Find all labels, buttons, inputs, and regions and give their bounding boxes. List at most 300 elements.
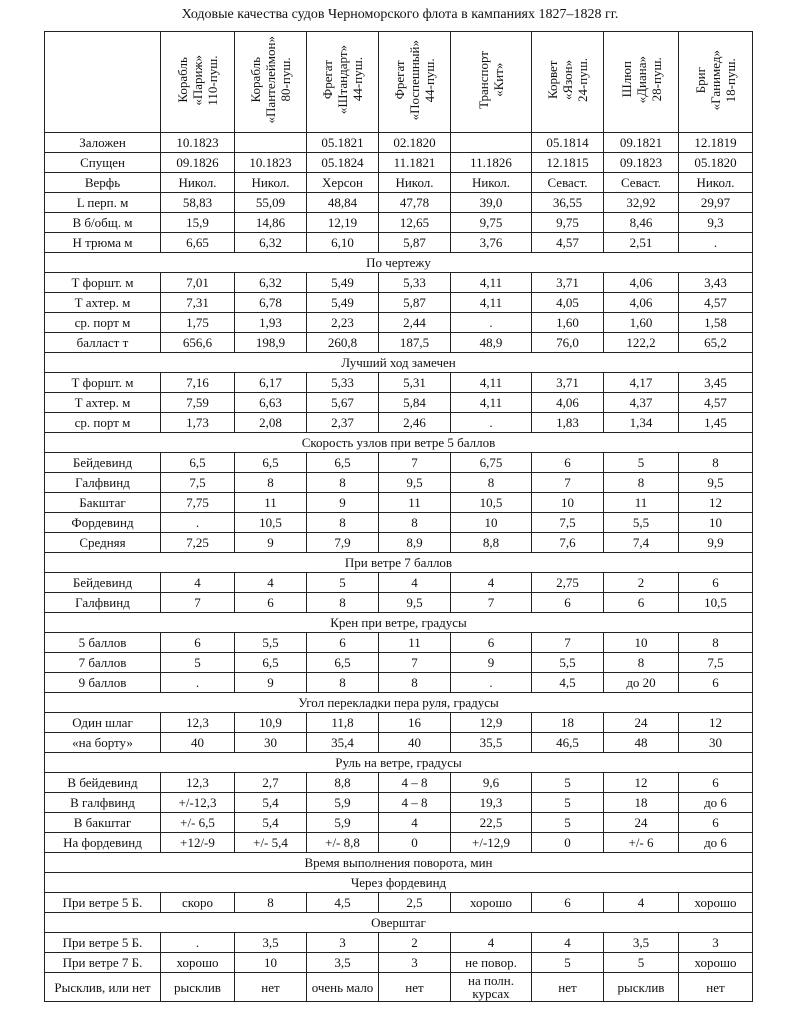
table-cell: 6,75 — [451, 453, 532, 473]
table-cell: 7 — [161, 593, 235, 613]
table-row — [45, 333, 753, 353]
table-cell: 7 — [532, 633, 604, 653]
table-cell: +/- 6,5 — [161, 813, 235, 833]
section-title: Скорость узлов при ветре 5 баллов — [45, 433, 753, 453]
table-cell: 8 — [307, 473, 379, 493]
table-cell: 19,3 — [451, 793, 532, 813]
table-cell: 15,9 — [161, 213, 235, 233]
table-cell: +/-12,3 — [161, 793, 235, 813]
table-cell: 40 — [161, 733, 235, 753]
row-label: Средняя — [45, 533, 161, 553]
table-cell: 5,33 — [379, 273, 451, 293]
table-cell: 12.1815 — [532, 153, 604, 173]
table-cell: Никол. — [235, 173, 307, 193]
table-cell: 3,45 — [679, 373, 753, 393]
table-cell: 8 — [379, 673, 451, 693]
table-cell: 260,8 — [307, 333, 379, 353]
table-cell: 7 — [451, 593, 532, 613]
table-row — [45, 373, 753, 393]
table-cell: 5,87 — [379, 233, 451, 253]
table-cell: 0 — [379, 833, 451, 853]
table-cell: 6 — [307, 633, 379, 653]
row-label: Галфвинд — [45, 473, 161, 493]
table-cell: 39,0 — [451, 193, 532, 213]
column-header-label: Фрегат «Штандарт» 44-пуш. — [320, 45, 365, 115]
table-cell: 7,5 — [161, 473, 235, 493]
table-cell: 6,5 — [161, 453, 235, 473]
table-cell: 05.1824 — [307, 153, 379, 173]
column-header-label: Транспорт «Кит» — [476, 51, 506, 109]
table-cell: 4,57 — [679, 293, 753, 313]
row-label: Рысклив, или нет — [45, 973, 161, 1002]
table-cell: 7 — [532, 473, 604, 493]
table-cell: 8 — [235, 893, 307, 913]
table-cell — [451, 133, 532, 153]
table-cell: 3 — [379, 953, 451, 973]
table-row — [45, 453, 753, 473]
table-cell: 8 — [307, 593, 379, 613]
table-cell: хорошо — [679, 953, 753, 973]
table-cell: 9 — [235, 673, 307, 693]
table-cell: 5,87 — [379, 293, 451, 313]
row-label: балласт т — [45, 333, 161, 353]
table-cell: +/- 5,4 — [235, 833, 307, 853]
table-cell: 1,60 — [532, 313, 604, 333]
table-cell: 09.1826 — [161, 153, 235, 173]
table-cell: 5,84 — [379, 393, 451, 413]
table-cell: 2,75 — [532, 573, 604, 593]
table-row — [45, 193, 753, 213]
table-cell: 5,33 — [307, 373, 379, 393]
table-cell: 6 — [679, 773, 753, 793]
table-cell: 05.1820 — [679, 153, 753, 173]
row-label: «на борту» — [45, 733, 161, 753]
table-cell: 5,9 — [307, 793, 379, 813]
table-cell: рысклив — [161, 973, 235, 1002]
table-cell: 6,78 — [235, 293, 307, 313]
table-cell: 10 — [532, 493, 604, 513]
table-cell: Никол. — [379, 173, 451, 193]
table-cell: 32,92 — [604, 193, 679, 213]
table-cell: 11.1821 — [379, 153, 451, 173]
table-cell: 10,5 — [679, 593, 753, 613]
table-cell: очень мало — [307, 973, 379, 1002]
table-cell: 47,78 — [379, 193, 451, 213]
table-cell: 4,06 — [604, 273, 679, 293]
table-cell: 6,5 — [235, 653, 307, 673]
table-cell: 36,55 — [532, 193, 604, 213]
table-cell: 10,9 — [235, 713, 307, 733]
table-row — [45, 473, 753, 493]
table-cell: нет — [379, 973, 451, 1002]
table-cell: 6,5 — [235, 453, 307, 473]
corner-cell — [45, 32, 161, 133]
table-cell: 4,11 — [451, 373, 532, 393]
table-cell: 6 — [235, 593, 307, 613]
table-cell: 4 — [235, 573, 307, 593]
table-cell: 6 — [679, 573, 753, 593]
section-title: Лучший ход замечен — [45, 353, 753, 373]
table-cell: 3,5 — [235, 933, 307, 953]
table-cell: 4,05 — [532, 293, 604, 313]
table-cell: до 6 — [679, 833, 753, 853]
table-cell: 12,19 — [307, 213, 379, 233]
row-label: В бейдевинд — [45, 773, 161, 793]
table-cell: 9,75 — [451, 213, 532, 233]
column-header — [532, 32, 604, 133]
table-cell: 58,83 — [161, 193, 235, 213]
table-row — [45, 673, 753, 693]
table-row — [45, 413, 753, 433]
table-cell: 9,5 — [379, 593, 451, 613]
table-cell: 4,37 — [604, 393, 679, 413]
table-row — [45, 833, 753, 853]
table-cell: 5 — [604, 453, 679, 473]
table-cell: 09.1823 — [604, 153, 679, 173]
table-cell: Севаст. — [604, 173, 679, 193]
table-cell: до 20 — [604, 673, 679, 693]
table-cell: 7,25 — [161, 533, 235, 553]
table-cell: 10 — [604, 633, 679, 653]
table-cell: 3,76 — [451, 233, 532, 253]
column-header-label: Шлюп «Диана» 28-пуш. — [618, 56, 664, 104]
section-row — [45, 873, 753, 893]
ship-qualities-table — [44, 31, 753, 1002]
table-row — [45, 793, 753, 813]
table-cell: 4 — [451, 933, 532, 953]
row-label: 5 баллов — [45, 633, 161, 653]
table-cell: 4 — [379, 573, 451, 593]
table-cell: 8,9 — [379, 533, 451, 553]
table-cell: 6 — [532, 893, 604, 913]
table-cell: 7,9 — [307, 533, 379, 553]
section-title: Крен при ветре, градусы — [45, 613, 753, 633]
table-row — [45, 133, 753, 153]
section-row — [45, 553, 753, 573]
table-row — [45, 653, 753, 673]
table-cell: 2,44 — [379, 313, 451, 333]
table-cell: 11.1826 — [451, 153, 532, 173]
table-cell: 2 — [604, 573, 679, 593]
table-cell: 5 — [161, 653, 235, 673]
table-cell: 4 – 8 — [379, 793, 451, 813]
table-cell: 4,06 — [604, 293, 679, 313]
table-cell: 12,65 — [379, 213, 451, 233]
table-cell: 8,8 — [307, 773, 379, 793]
table-cell: 3,5 — [604, 933, 679, 953]
table-cell: 48 — [604, 733, 679, 753]
table-row — [45, 973, 753, 1002]
section-title: Через фордевинд — [45, 873, 753, 893]
row-label: Спущен — [45, 153, 161, 173]
row-label: Т ахтер. м — [45, 393, 161, 413]
section-title: Оверштаг — [45, 913, 753, 933]
table-cell: 11 — [235, 493, 307, 513]
table-cell: 6,5 — [307, 653, 379, 673]
table-cell: Никол. — [451, 173, 532, 193]
table-cell: 122,2 — [604, 333, 679, 353]
table-row — [45, 393, 753, 413]
table-cell: 5 — [532, 953, 604, 973]
table-cell: 6,65 — [161, 233, 235, 253]
row-label: Бейдевинд — [45, 573, 161, 593]
table-cell: 198,9 — [235, 333, 307, 353]
column-header-label: Корабль «Пантелеймон» 80-пуш. — [248, 36, 293, 124]
table-cell: 4,11 — [451, 293, 532, 313]
table-cell: 8 — [451, 473, 532, 493]
table-row — [45, 273, 753, 293]
table-cell: 05.1821 — [307, 133, 379, 153]
table-cell: . — [451, 673, 532, 693]
column-header — [451, 32, 532, 133]
table-row — [45, 293, 753, 313]
table-cell: 8,8 — [451, 533, 532, 553]
header-row — [45, 32, 753, 133]
table-cell: 11 — [379, 493, 451, 513]
table-cell: 10,5 — [451, 493, 532, 513]
table-cell: 2,7 — [235, 773, 307, 793]
table-cell: 8 — [307, 673, 379, 693]
row-label: При ветре 7 Б. — [45, 953, 161, 973]
table-cell: 12.1819 — [679, 133, 753, 153]
table-cell: 8 — [379, 513, 451, 533]
table-cell: 29,97 — [679, 193, 753, 213]
table-cell: 5,4 — [235, 813, 307, 833]
table-row — [45, 933, 753, 953]
table-cell: 1,60 — [604, 313, 679, 333]
table-cell: 9 — [307, 493, 379, 513]
table-cell: . — [451, 413, 532, 433]
table-cell: хорошо — [679, 893, 753, 913]
table-cell: 48,84 — [307, 193, 379, 213]
table-cell: 4,57 — [532, 233, 604, 253]
row-label: Т форшт. м — [45, 273, 161, 293]
table-cell: 35,5 — [451, 733, 532, 753]
table-cell: 10 — [451, 513, 532, 533]
table-row — [45, 773, 753, 793]
section-title: По чертежу — [45, 253, 753, 273]
table-cell: 5 — [532, 813, 604, 833]
column-header — [161, 32, 235, 133]
table-cell: 5,31 — [379, 373, 451, 393]
table-cell: 05.1814 — [532, 133, 604, 153]
table-cell: 6 — [161, 633, 235, 653]
section-row — [45, 353, 753, 373]
row-label: Один шлаг — [45, 713, 161, 733]
table-cell: 9,5 — [379, 473, 451, 493]
row-label: Фордевинд — [45, 513, 161, 533]
section-row — [45, 253, 753, 273]
table-cell: 22,5 — [451, 813, 532, 833]
table-cell: 18 — [532, 713, 604, 733]
table-cell: 1,45 — [679, 413, 753, 433]
table-cell: 10.1823 — [235, 153, 307, 173]
table-cell: 7,01 — [161, 273, 235, 293]
table-cell: Херсон — [307, 173, 379, 193]
row-label: Т ахтер. м — [45, 293, 161, 313]
table-cell: 6,32 — [235, 233, 307, 253]
column-header — [235, 32, 307, 133]
table-cell: 5 — [604, 953, 679, 973]
table-row — [45, 213, 753, 233]
table-cell: 2,51 — [604, 233, 679, 253]
table-cell: 16 — [379, 713, 451, 733]
table-cell: Никол. — [161, 173, 235, 193]
section-row — [45, 913, 753, 933]
table-cell: 35,4 — [307, 733, 379, 753]
table-row — [45, 733, 753, 753]
table-cell: 48,9 — [451, 333, 532, 353]
row-label: Бакштаг — [45, 493, 161, 513]
table-cell: 4 — [532, 933, 604, 953]
table-row — [45, 593, 753, 613]
table-cell: Севаст. — [532, 173, 604, 193]
table-cell: 4 — [451, 573, 532, 593]
row-label: L перп. м — [45, 193, 161, 213]
section-title: Время выполнения поворота, мин — [45, 853, 753, 873]
table-cell: 8 — [235, 473, 307, 493]
table-cell: 6 — [604, 593, 679, 613]
column-header-label: Корабль «Париж» 110-пуш. — [175, 54, 220, 106]
section-row — [45, 853, 753, 873]
table-cell: 3 — [679, 933, 753, 953]
column-header-label: Бриг «Ганимед» 18-пуш. — [693, 49, 738, 111]
table-cell: на полн. курсах — [451, 973, 532, 1002]
table-cell: 1,83 — [532, 413, 604, 433]
table-cell: 9,6 — [451, 773, 532, 793]
table-cell: не повор. — [451, 953, 532, 973]
column-header — [379, 32, 451, 133]
table-cell: 2,37 — [307, 413, 379, 433]
table-cell: 8 — [604, 653, 679, 673]
table-cell: 3 — [307, 933, 379, 953]
section-title: Руль на ветре, градусы — [45, 753, 753, 773]
table-cell: 656,6 — [161, 333, 235, 353]
row-label: Т форшт. м — [45, 373, 161, 393]
table-cell: рысклив — [604, 973, 679, 1002]
table-cell: 6,32 — [235, 273, 307, 293]
table-cell: 5,5 — [235, 633, 307, 653]
table-cell: 9,3 — [679, 213, 753, 233]
table-cell: 7,75 — [161, 493, 235, 513]
table-row — [45, 513, 753, 533]
table-row — [45, 173, 753, 193]
table-cell: 4,11 — [451, 273, 532, 293]
table-cell: 4,5 — [532, 673, 604, 693]
table-cell: 9 — [451, 653, 532, 673]
row-label: При ветре 5 Б. — [45, 933, 161, 953]
table-cell: 6 — [679, 673, 753, 693]
row-label: ср. порт м — [45, 313, 161, 333]
table-cell: 4,17 — [604, 373, 679, 393]
table-cell: 4 – 8 — [379, 773, 451, 793]
table-cell: 7,6 — [532, 533, 604, 553]
table-cell: 7 — [379, 453, 451, 473]
table-cell: 7,4 — [604, 533, 679, 553]
table-row — [45, 493, 753, 513]
table-cell: +/- 8,8 — [307, 833, 379, 853]
table-cell: 5,9 — [307, 813, 379, 833]
table-cell: 12 — [604, 773, 679, 793]
table-cell: 5 — [532, 773, 604, 793]
table-cell: 2,23 — [307, 313, 379, 333]
table-cell: 6 — [532, 453, 604, 473]
table-cell: 5 — [532, 793, 604, 813]
table-cell: 24 — [604, 713, 679, 733]
table-cell: 1,75 — [161, 313, 235, 333]
table-row — [45, 893, 753, 913]
table-cell: 12 — [679, 493, 753, 513]
table-cell: +/-12,9 — [451, 833, 532, 853]
table-cell: 2 — [379, 933, 451, 953]
table-cell: 11 — [379, 633, 451, 653]
table-cell: . — [161, 673, 235, 693]
table-cell: 65,2 — [679, 333, 753, 353]
table-cell: 02.1820 — [379, 133, 451, 153]
table-cell: 10.1823 — [161, 133, 235, 153]
section-row — [45, 753, 753, 773]
table-cell: 4 — [604, 893, 679, 913]
section-title: Угол перекладки пера руля, градусы — [45, 693, 753, 713]
table-cell: 12 — [679, 713, 753, 733]
table-cell: 8 — [604, 473, 679, 493]
table-cell: 7,5 — [532, 513, 604, 533]
table-cell: 4 — [379, 813, 451, 833]
table-cell: . — [451, 313, 532, 333]
section-row — [45, 433, 753, 453]
row-label: B б/общ. м — [45, 213, 161, 233]
table-cell: 1,58 — [679, 313, 753, 333]
section-row — [45, 693, 753, 713]
table-cell: 12,9 — [451, 713, 532, 733]
table-cell: скоро — [161, 893, 235, 913]
table-cell: 8 — [679, 633, 753, 653]
table-cell: 4,06 — [532, 393, 604, 413]
table-cell: 09.1821 — [604, 133, 679, 153]
table-cell: 6,63 — [235, 393, 307, 413]
table-row — [45, 233, 753, 253]
table-cell: 18 — [604, 793, 679, 813]
table-cell: 3,71 — [532, 373, 604, 393]
row-label: Заложен — [45, 133, 161, 153]
table-cell: Никол. — [679, 173, 753, 193]
table-cell — [235, 133, 307, 153]
table-cell: 5,5 — [604, 513, 679, 533]
table-cell: 30 — [235, 733, 307, 753]
section-title: При ветре 7 баллов — [45, 553, 753, 573]
row-label: В галфвинд — [45, 793, 161, 813]
table-cell: . — [161, 933, 235, 953]
row-label: 9 баллов — [45, 673, 161, 693]
table-cell: 6 — [532, 593, 604, 613]
table-cell: нет — [679, 973, 753, 1002]
table-row — [45, 633, 753, 653]
table-cell: 4,5 — [307, 893, 379, 913]
column-header-label: Корвет «Язон» 24-пуш. — [545, 57, 590, 103]
table-row — [45, 713, 753, 733]
row-label: Бейдевинд — [45, 453, 161, 473]
table-row — [45, 313, 753, 333]
table-cell: 6,17 — [235, 373, 307, 393]
table-cell: 7,16 — [161, 373, 235, 393]
table-cell: 6,10 — [307, 233, 379, 253]
table-cell: . — [679, 233, 753, 253]
table-cell: 1,34 — [604, 413, 679, 433]
table-cell: 5 — [307, 573, 379, 593]
column-header — [679, 32, 753, 133]
table-cell: нет — [532, 973, 604, 1002]
table-cell: 3,5 — [307, 953, 379, 973]
